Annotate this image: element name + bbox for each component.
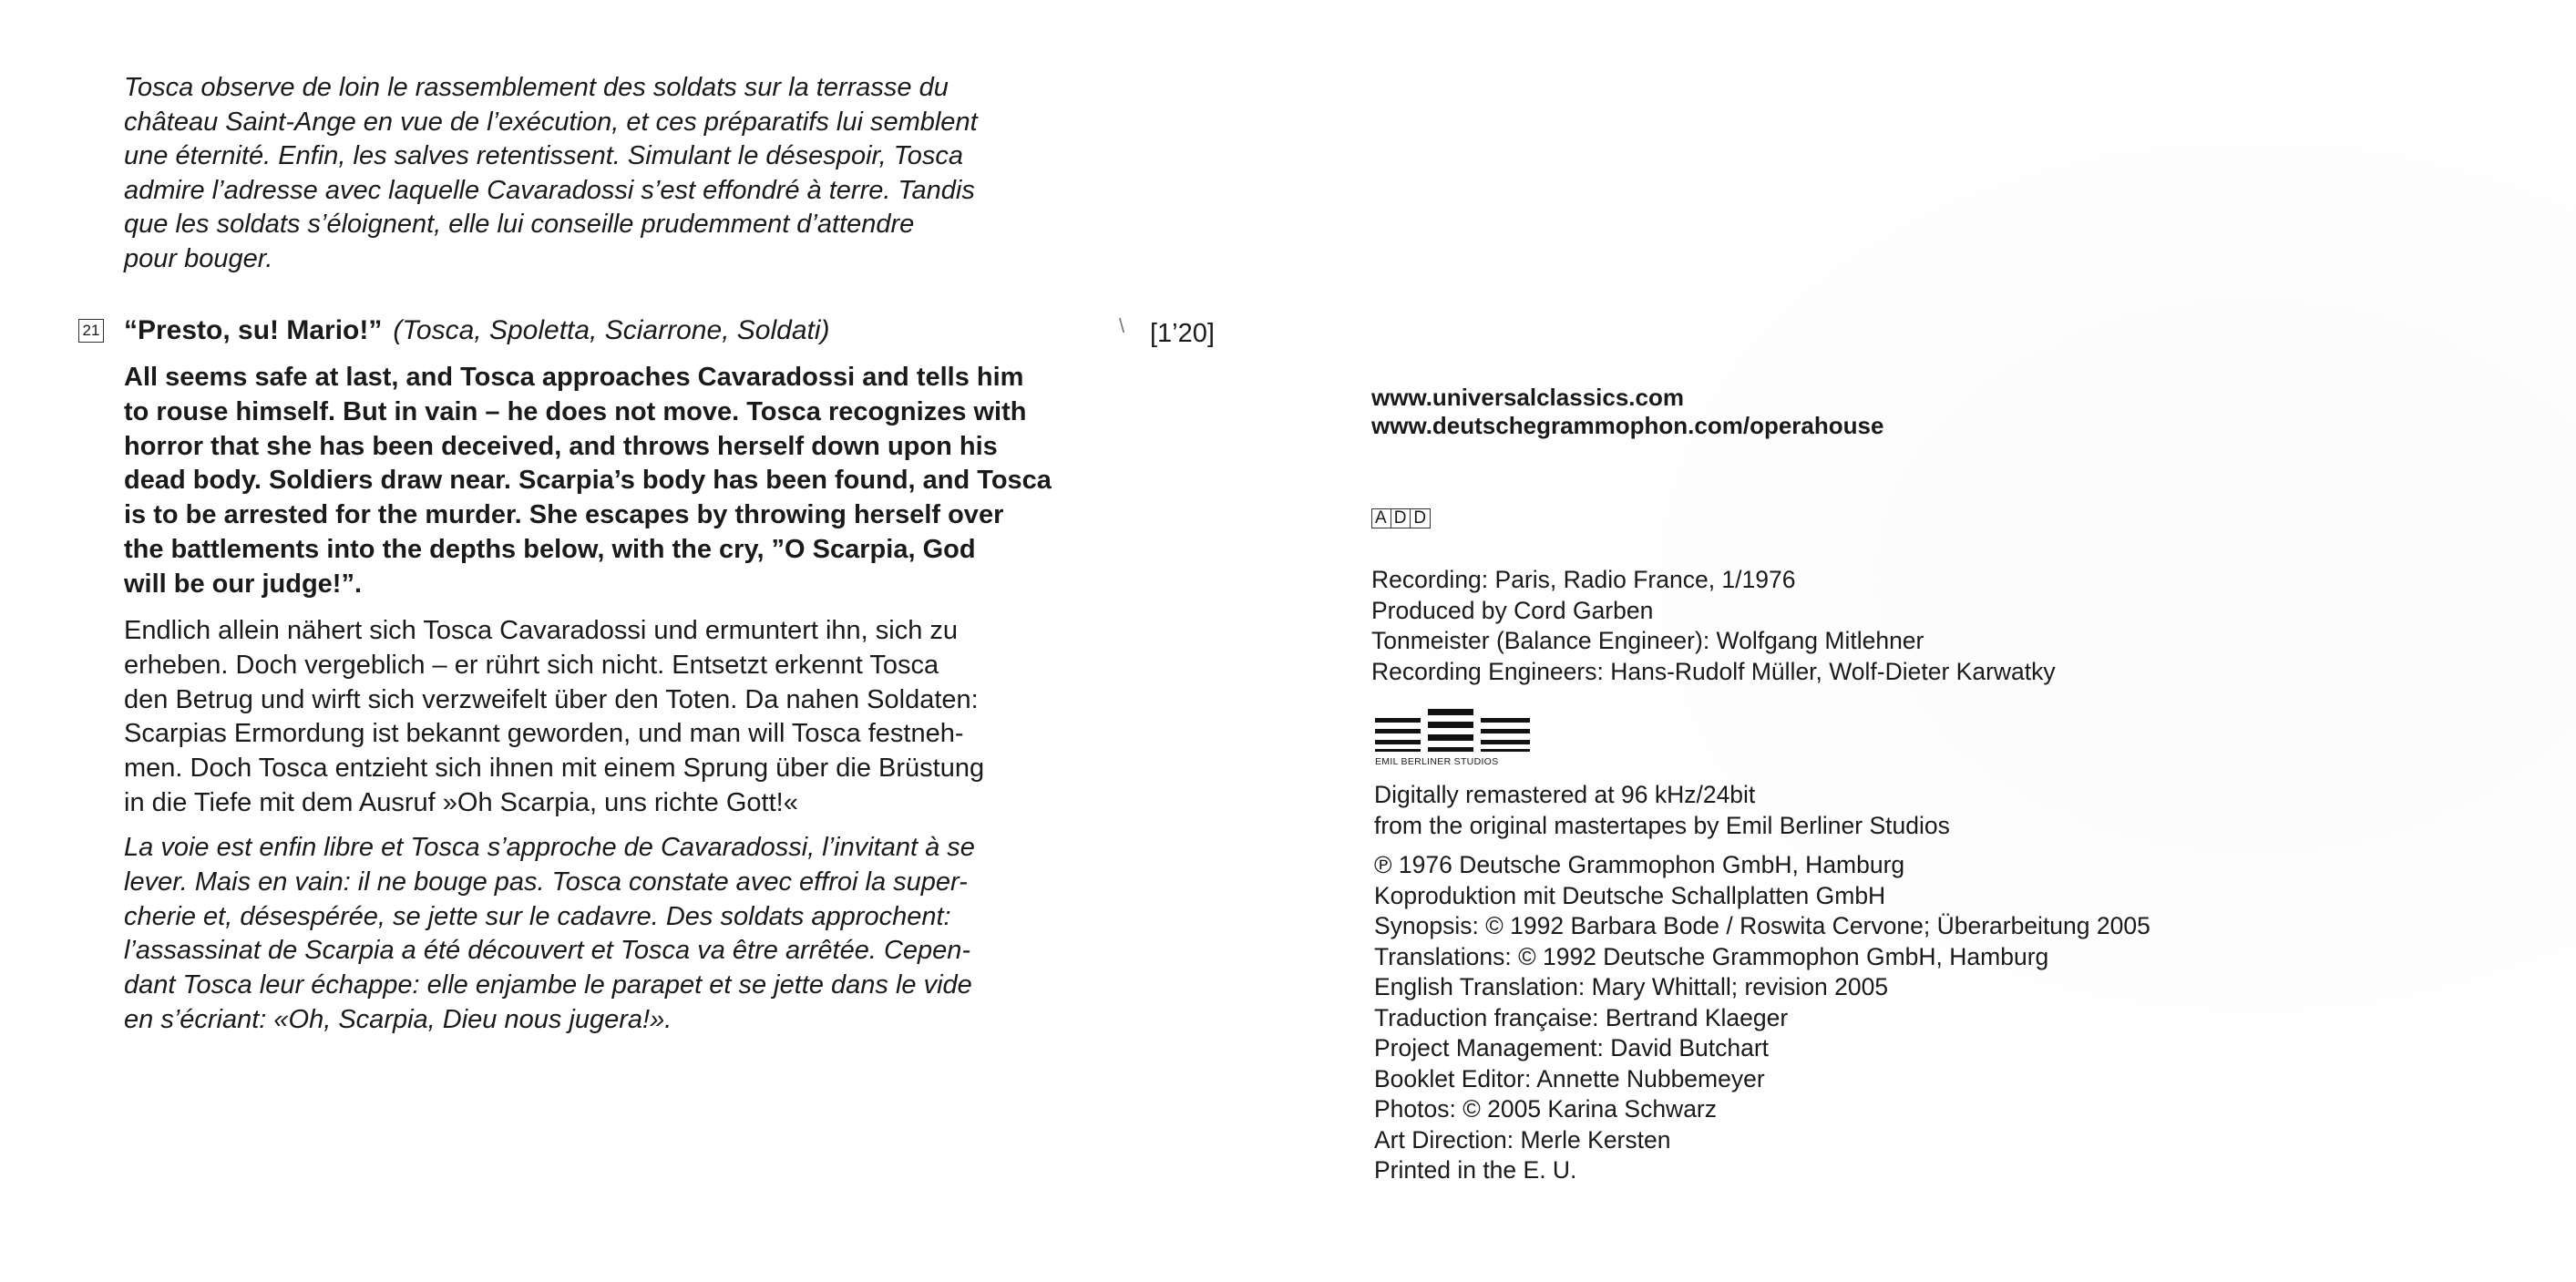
text-line: admire l’adresse avec laquelle Cavaradossi s’est effondré à terre. Tandis xyxy=(124,175,975,205)
text-line: Tosca observe de loin le rassemblement des soldats sur la terrasse du xyxy=(124,73,949,102)
text-line: que les soldats s’éloignent, elle lui conseille prudemment d’attendre xyxy=(124,210,915,239)
text-line: dant Tosca leur échappe: elle enjambe le parapet et se jette dans le vide xyxy=(124,970,972,1000)
website-link[interactable]: www.deutschegrammophon.com/operahouse xyxy=(1371,412,1884,439)
text-line: en s’écriant: «Oh, Scarpia, Dieu nous jugera!». xyxy=(124,1004,672,1034)
credit-line: Project Management: David Butchart xyxy=(1374,1034,1770,1061)
text-line: will be our judge!”. xyxy=(124,569,362,599)
text-line: is to be arrested for the murder. She escapes by throwing herself over xyxy=(124,500,1004,530)
text-line: horror that she has been deceived, and throws herself down upon his xyxy=(124,431,998,461)
add-code-letter: D xyxy=(1410,508,1431,528)
text-line: den Betrug und wirft sich verzweifelt über den Toten. Da nahen Soldaten: xyxy=(124,684,979,714)
credit-line: Synopsis: © 1992 Barbara Bode / Roswita Cervone; Überarbeitung 2005 xyxy=(1374,912,2150,939)
text-line: pour bouger. xyxy=(124,243,273,273)
text-line: lever. Mais en vain: il ne bouge pas. Tosca constate avec effroi la super- xyxy=(124,867,968,897)
credit-line: Koproduktion mit Deutsche Schallplatten GmbH xyxy=(1374,881,1886,909)
credit-line: Photos: © 2005 Karina Schwarz xyxy=(1374,1095,1718,1123)
track-duration: [1’20] xyxy=(1150,319,1215,348)
logo-caption: EMIL BERLINER STUDIOS xyxy=(1375,756,1499,767)
credit-line: English Translation: Mary Whittall; revision 2005 xyxy=(1374,973,1889,1000)
text-line: l’assassinat de Scarpia a été découvert et Tosca va être arrêtée. Cepen- xyxy=(124,936,971,966)
text-line: cherie et, désespérée, se jette sur le cadavre. Des soldats approchent: xyxy=(124,901,951,931)
separator-mark: \ xyxy=(1119,314,1125,337)
french-synopsis xyxy=(124,831,1154,1038)
website-link[interactable]: www.universalclassics.com xyxy=(1371,384,1684,411)
text-line: La voie est enfin libre et Tosca s’approche de Cavaradossi, l’invitant à se xyxy=(124,833,975,862)
credit-line: Traduction française: Bertrand Klaeger xyxy=(1374,1003,1789,1031)
remaster-note xyxy=(1374,780,1950,841)
add-code-badge xyxy=(1371,508,1430,528)
english-synopsis xyxy=(124,361,1154,602)
recording-credits xyxy=(1371,565,2056,687)
text-line: the battlements into the depths below, with the cry, ”O Scarpia, God xyxy=(124,534,976,564)
track-heading xyxy=(124,313,830,348)
credit-line: ℗ 1976 Deutsche Grammophon GmbH, Hamburg xyxy=(1374,851,1905,878)
credit-line: Recording Engineers: Hans-Rudolf Müller, Wolf-Dieter Karwatky xyxy=(1371,657,2056,685)
credit-line: Booklet Editor: Annette Nubbemeyer xyxy=(1374,1064,1765,1092)
add-code-letter: A xyxy=(1371,508,1391,528)
track-roles: (Tosca, Spoletta, Sciarrone, Soldati) xyxy=(393,315,830,345)
credit-line: Art Direction: Merle Kersten xyxy=(1374,1125,1671,1154)
add-code-letter: D xyxy=(1391,508,1411,528)
german-synopsis xyxy=(124,614,1154,821)
credit-line: from the original mastertapes by Emil Berliner Studios xyxy=(1374,811,1950,839)
text-line: une éternité. Enfin, les salves retentissent. Simulant le désespoir, Tosca xyxy=(124,141,963,170)
text-line: to rouse himself. But in vain – he does not move. Tosca recognizes with xyxy=(124,396,1027,426)
text-line: men. Doch Tosca entzieht sich ihnen mit einem Sprung über die Brüstung xyxy=(124,754,985,784)
text-line: Endlich allein nähert sich Tosca Cavaradossi und ermuntert ihn, sich zu xyxy=(124,616,959,645)
credit-line: Tonmeister (Balance Engineer): Wolfgang Mitlehner xyxy=(1371,627,1924,654)
production-credits xyxy=(1374,850,2150,1186)
text-line: château Saint-Ange en vue de l’exécution, et ces préparatifs lui semblent xyxy=(124,107,978,137)
text-line: dead body. Soldiers draw near. Scarpia’s body has been found, and Tosca xyxy=(124,466,1052,496)
french-intro-paragraph xyxy=(124,71,1154,276)
text-line: Scarpias Ermordung ist bekannt geworden, und man will Tosca festneh- xyxy=(124,719,964,749)
credit-line: Digitally remastered at 96 kHz/24bit xyxy=(1374,781,1756,808)
text-line: in die Tiefe mit dem Ausruf »Oh Scarpia, uns richte Gott!« xyxy=(124,787,798,817)
credit-line: Produced by Cord Garben xyxy=(1371,596,1654,624)
track-title: “Presto, su! Mario!” xyxy=(124,315,383,345)
track-number-box: 21 xyxy=(78,319,104,343)
credit-line: Recording: Paris, Radio France, 1/1976 xyxy=(1371,566,1796,593)
text-line: All seems safe at last, and Tosca approaches Cavaradossi and tells him xyxy=(124,363,1024,392)
credit-line: Printed in the E. U. xyxy=(1374,1156,1577,1184)
text-line: erheben. Doch vergeblich – er rührt sich nicht. Entsetzt erkennt Tosca xyxy=(124,650,939,680)
credit-line: Translations: © 1992 Deutsche Grammophon GmbH, Hamburg xyxy=(1374,942,2049,970)
